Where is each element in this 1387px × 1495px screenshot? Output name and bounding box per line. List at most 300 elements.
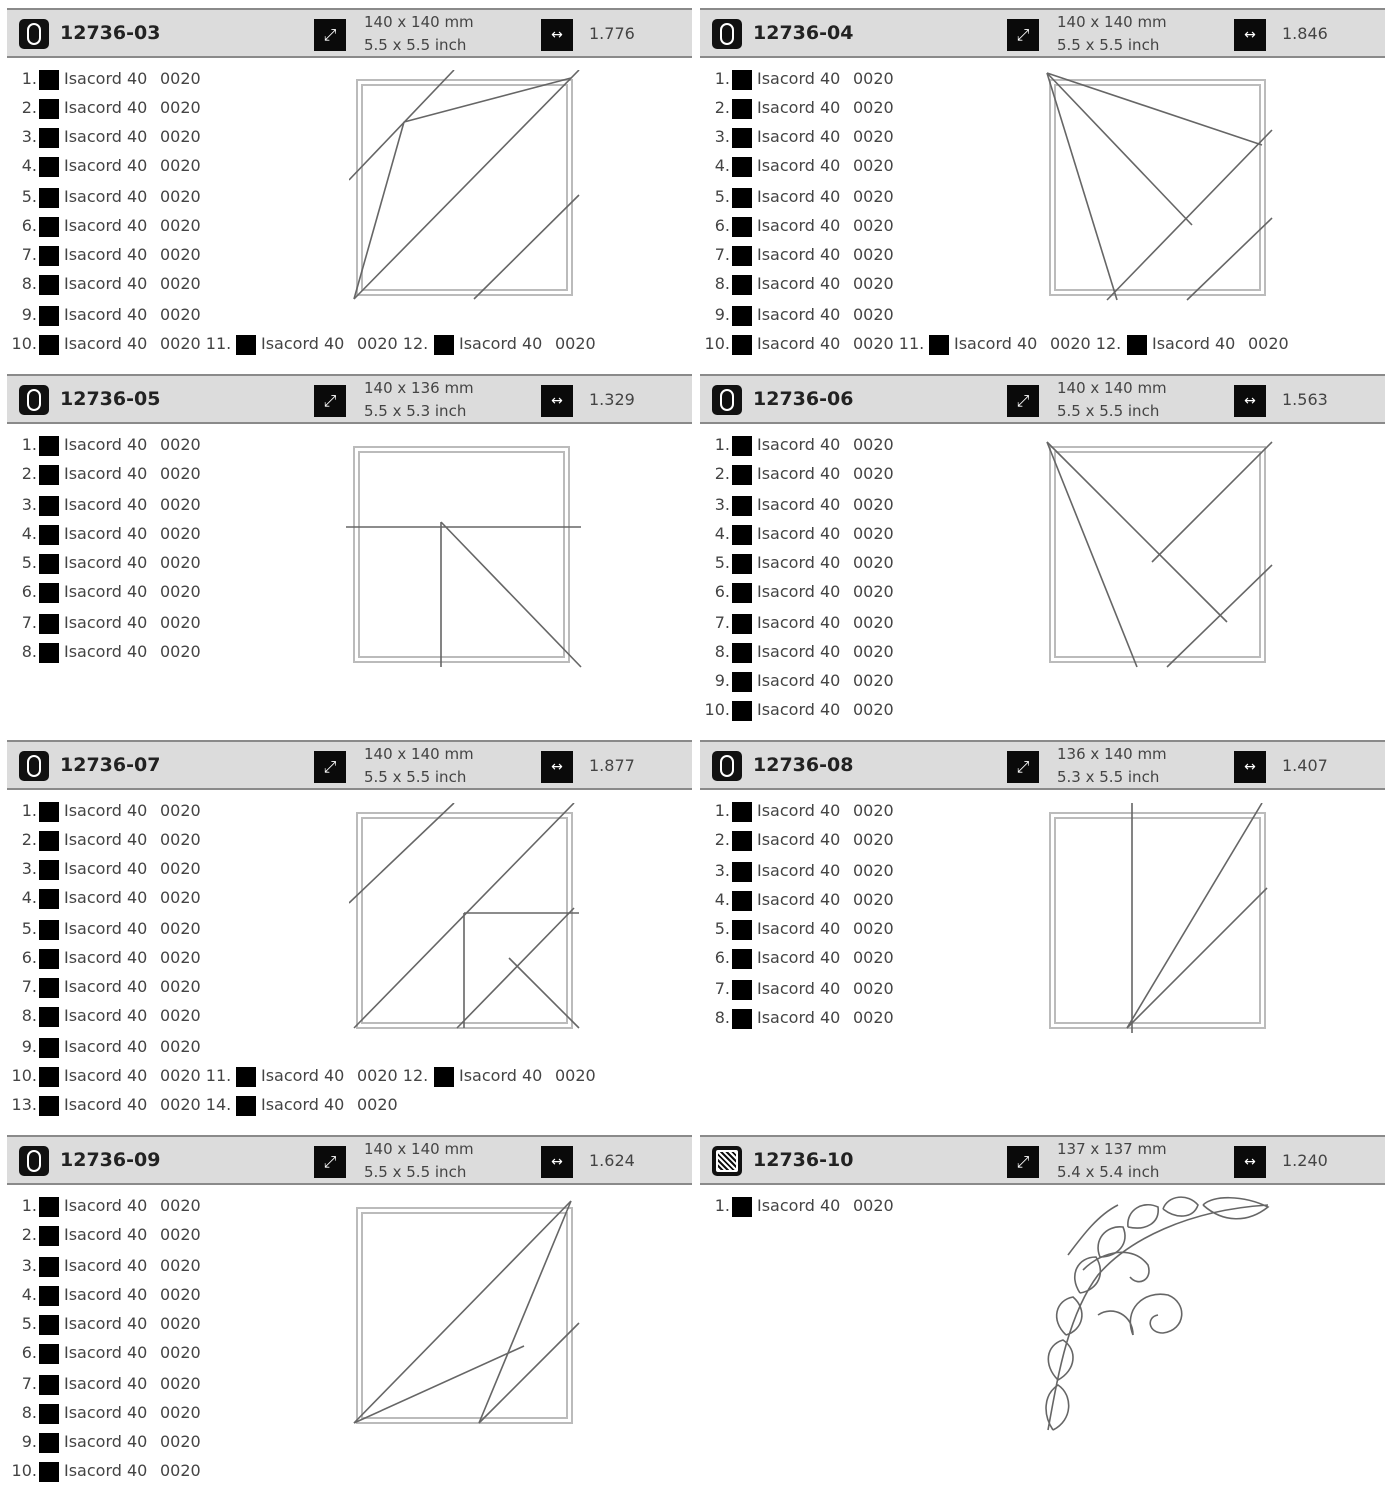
color-swatch (732, 554, 752, 574)
thread-code: 0020 (853, 1196, 894, 1215)
thread-number: 13. (11, 1095, 37, 1114)
grid-hoop-icon (712, 1146, 742, 1176)
thread-code: 0020 (853, 274, 894, 293)
thread-number: 3. (714, 495, 730, 514)
thread-code: 0020 11. (160, 334, 232, 353)
thread-code: 0020 (160, 613, 201, 632)
color-swatch (39, 889, 59, 909)
color-swatch (732, 70, 752, 90)
thread-name: Isacord 40 (64, 1343, 148, 1362)
thread-name: Isacord 40 (954, 334, 1038, 353)
stitch-icon: ↔ (541, 1146, 573, 1178)
thread-number: 3. (21, 127, 37, 146)
size-mm: 140 x 136 mm (364, 379, 474, 397)
thread-name: Isacord 40 (64, 582, 148, 601)
thread-number: 6. (714, 948, 730, 967)
color-swatch (39, 1315, 59, 1335)
color-swatch (39, 1344, 59, 1364)
thread-name: Isacord 40 (459, 334, 543, 353)
thread-name: Isacord 40 (64, 1314, 148, 1333)
color-swatch (732, 465, 752, 485)
size-mm: 140 x 140 mm (364, 745, 474, 763)
thread-name: Isacord 40 (64, 1225, 148, 1244)
design-name: 12736-03 (60, 22, 161, 44)
resize-arrow-icon: ⤢ (314, 19, 346, 51)
thread-name: Isacord 40 (757, 553, 841, 572)
color-swatch (732, 525, 752, 545)
thread-code: 0020 (853, 642, 894, 661)
thread-code: 0020 (853, 187, 894, 206)
thread-code: 0020 11. (853, 334, 925, 353)
thread-code: 0020 (160, 1285, 201, 1304)
thread-name: Isacord 40 (1152, 334, 1236, 353)
stitch-line (1047, 73, 1192, 225)
thread-code: 0020 (160, 1314, 201, 1333)
thread-name: Isacord 40 (757, 830, 841, 849)
color-swatch (732, 275, 752, 295)
color-swatch (39, 949, 59, 969)
thread-number: 8. (21, 642, 37, 661)
thread-name: Isacord 40 (64, 830, 148, 849)
thread-number: 10. (11, 1066, 37, 1085)
hoop-icon (19, 1146, 49, 1176)
design-header (7, 1135, 692, 1185)
thread-code: 0020 (853, 69, 894, 88)
thread-code: 0020 (160, 582, 201, 601)
size-mm: 140 x 140 mm (364, 1140, 474, 1158)
thread-name: Isacord 40 (757, 69, 841, 88)
thread-name: Isacord 40 (757, 700, 841, 719)
stitch-count: 1.407 (1282, 756, 1328, 775)
stitch-count: 1.240 (1282, 1151, 1328, 1170)
thread-number: 7. (21, 1374, 37, 1393)
feather-stroke (1057, 1297, 1082, 1335)
thread-number: 1. (714, 1196, 730, 1215)
thread-code: 0020 (160, 642, 201, 661)
color-swatch (39, 860, 59, 880)
thread-name: Isacord 40 (64, 1006, 148, 1025)
size-inch: 5.5 x 5.5 inch (364, 768, 467, 786)
thread-code: 0020 (853, 127, 894, 146)
resize-arrow-icon: ⤢ (314, 1146, 346, 1178)
thread-number: 9. (21, 1432, 37, 1451)
thread-number: 1. (21, 69, 37, 88)
thread-name: Isacord 40 (757, 861, 841, 880)
thread-number: 10. (11, 334, 37, 353)
stitch-line (474, 195, 579, 299)
thread-name: Isacord 40 (64, 1374, 148, 1393)
thread-number: 2. (21, 1225, 37, 1244)
stitch-count: 1.329 (589, 390, 635, 409)
color-swatch (732, 891, 752, 911)
thread-name: Isacord 40 (757, 613, 841, 632)
thread-code: 0020 12. (1050, 334, 1122, 353)
thread-code: 0020 (853, 524, 894, 543)
thread-name: Isacord 40 (64, 1037, 148, 1056)
thread-code: 0020 (160, 216, 201, 235)
feather-stroke (1075, 1257, 1101, 1293)
color-swatch (39, 802, 59, 822)
thread-name: Isacord 40 (64, 553, 148, 572)
thread-name: Isacord 40 (757, 801, 841, 820)
thread-name: Isacord 40 (64, 888, 148, 907)
thread-number: 6. (21, 1343, 37, 1362)
color-swatch (732, 920, 752, 940)
thread-code: 0020 (160, 1432, 201, 1451)
resize-arrow-icon: ⤢ (1007, 1146, 1039, 1178)
thread-number: 10. (704, 700, 730, 719)
stitch-icon: ↔ (541, 385, 573, 417)
thread-number: 4. (714, 890, 730, 909)
thread-number: 7. (714, 613, 730, 632)
stitch-icon: ↔ (541, 751, 573, 783)
thread-name: Isacord 40 (757, 187, 841, 206)
thread-number: 6. (21, 582, 37, 601)
color-swatch (732, 436, 752, 456)
thread-number: 5. (714, 919, 730, 938)
thread-name: Isacord 40 (64, 69, 148, 88)
color-swatch (39, 1038, 59, 1058)
stitch-icon: ↔ (1234, 385, 1266, 417)
stitch-line (441, 522, 581, 667)
hoop-frame-inner (1055, 452, 1260, 657)
thread-name: Isacord 40 (757, 245, 841, 264)
stitch-icon: ↔ (541, 19, 573, 51)
design-preview (349, 803, 589, 1043)
thread-number: 5. (21, 553, 37, 572)
thread-number: 1. (21, 801, 37, 820)
thread-code: 0020 (160, 1374, 201, 1393)
thread-number: 7. (21, 613, 37, 632)
color-swatch (732, 496, 752, 516)
thread-code: 0020 (853, 305, 894, 324)
thread-name: Isacord 40 (757, 979, 841, 998)
thread-code: 0020 (160, 495, 201, 514)
design-preview (1042, 70, 1282, 310)
stitch-line (1047, 73, 1262, 145)
stitch-line (354, 1346, 524, 1423)
thread-number: 8. (714, 1008, 730, 1027)
thread-code: 0020 (555, 334, 596, 353)
thread-number: 7. (21, 245, 37, 264)
color-swatch (929, 335, 949, 355)
feather-stroke (1163, 1197, 1198, 1216)
size-inch: 5.5 x 5.5 inch (1057, 402, 1160, 420)
thread-number: 4. (21, 1285, 37, 1304)
thread-name: Isacord 40 (64, 1432, 148, 1451)
design-name: 12736-07 (60, 754, 161, 776)
stitch-line (1047, 442, 1227, 622)
thread-number: 1. (21, 435, 37, 454)
feather-stroke (1128, 1205, 1158, 1228)
color-swatch (39, 1067, 59, 1087)
color-swatch (732, 643, 752, 663)
size-mm: 140 x 140 mm (1057, 379, 1167, 397)
thread-name: Isacord 40 (757, 1008, 841, 1027)
feather-stroke (1068, 1205, 1118, 1255)
thread-code: 0020 (160, 1006, 201, 1025)
feather-stroke (1130, 1294, 1181, 1335)
thread-name: Isacord 40 (261, 1095, 345, 1114)
color-swatch (39, 1462, 59, 1482)
stitch-icon: ↔ (1234, 19, 1266, 51)
color-swatch (39, 1197, 59, 1217)
hoop-frame (1050, 447, 1265, 662)
thread-code: 0020 (160, 127, 201, 146)
thread-name: Isacord 40 (757, 524, 841, 543)
thread-name: Isacord 40 (757, 919, 841, 938)
color-swatch (39, 831, 59, 851)
design-name: 12736-06 (753, 388, 854, 410)
thread-code: 0020 (853, 830, 894, 849)
color-swatch (236, 1067, 256, 1087)
design-header (7, 740, 692, 790)
color-swatch (39, 465, 59, 485)
design-name: 12736-05 (60, 388, 161, 410)
thread-name: Isacord 40 (757, 216, 841, 235)
stitch-count: 1.846 (1282, 24, 1328, 43)
size-mm: 136 x 140 mm (1057, 745, 1167, 763)
color-swatch (732, 128, 752, 148)
stitch-line (1107, 130, 1272, 300)
color-swatch (732, 306, 752, 326)
feather-stroke (1098, 1311, 1133, 1335)
thread-code: 0020 (160, 1037, 201, 1056)
color-swatch (732, 188, 752, 208)
thread-name: Isacord 40 (757, 642, 841, 661)
size-inch: 5.5 x 5.3 inch (364, 402, 467, 420)
color-swatch (39, 436, 59, 456)
thread-name: Isacord 40 (64, 187, 148, 206)
thread-code: 0020 (853, 919, 894, 938)
thread-name: Isacord 40 (757, 464, 841, 483)
thread-number: 2. (21, 830, 37, 849)
thread-name: Isacord 40 (261, 334, 345, 353)
thread-number: 1. (714, 69, 730, 88)
design-header (700, 8, 1385, 58)
thread-name: Isacord 40 (757, 948, 841, 967)
color-swatch (39, 1226, 59, 1246)
thread-code: 0020 (853, 582, 894, 601)
thread-number: 7. (714, 245, 730, 264)
thread-name: Isacord 40 (64, 1196, 148, 1215)
hoop-icon (19, 385, 49, 415)
thread-name: Isacord 40 (64, 859, 148, 878)
thread-number: 3. (21, 1256, 37, 1275)
thread-number: 7. (21, 977, 37, 996)
thread-number: 5. (21, 187, 37, 206)
stitch-line (479, 1201, 571, 1423)
thread-name: Isacord 40 (64, 948, 148, 967)
size-inch: 5.3 x 5.5 inch (1057, 768, 1160, 786)
thread-code: 0020 (160, 274, 201, 293)
thread-code: 0020 12. (357, 334, 429, 353)
color-swatch (39, 188, 59, 208)
thread-code: 0020 (853, 671, 894, 690)
thread-code: 0020 (160, 245, 201, 264)
color-swatch (732, 583, 752, 603)
color-swatch (732, 949, 752, 969)
color-swatch (39, 1096, 59, 1116)
color-swatch (39, 614, 59, 634)
stitch-line (1047, 73, 1117, 300)
thread-number: 5. (21, 1314, 37, 1333)
thread-number: 1. (714, 801, 730, 820)
thread-name: Isacord 40 (757, 156, 841, 175)
thread-name: Isacord 40 (64, 274, 148, 293)
thread-number: 4. (21, 524, 37, 543)
color-swatch (39, 1375, 59, 1395)
thread-code: 0020 (160, 305, 201, 324)
resize-arrow-icon: ⤢ (1007, 19, 1039, 51)
stitch-icon: ↔ (1234, 751, 1266, 783)
stitch-line (1152, 442, 1272, 562)
stitch-line (1167, 565, 1272, 667)
color-swatch (39, 1257, 59, 1277)
thread-code: 0020 (160, 830, 201, 849)
hoop-frame (354, 447, 569, 662)
stitch-icon: ↔ (1234, 1146, 1266, 1178)
color-swatch (732, 672, 752, 692)
thread-name: Isacord 40 (64, 977, 148, 996)
thread-number: 3. (21, 495, 37, 514)
hoop-icon (712, 19, 742, 49)
design-preview (346, 437, 586, 677)
thread-code: 0020 (853, 890, 894, 909)
color-swatch (732, 1197, 752, 1217)
thread-code: 0020 (1248, 334, 1289, 353)
color-swatch (732, 862, 752, 882)
resize-arrow-icon: ⤢ (1007, 751, 1039, 783)
thread-name: Isacord 40 (261, 1066, 345, 1085)
thread-number: 6. (21, 948, 37, 967)
hoop-frame (1050, 813, 1265, 1028)
thread-number: 2. (714, 830, 730, 849)
design-name: 12736-10 (753, 1149, 854, 1171)
thread-name: Isacord 40 (64, 156, 148, 175)
thread-number: 3. (714, 861, 730, 880)
thread-code: 0020 (853, 216, 894, 235)
design-preview (1042, 803, 1282, 1043)
color-swatch (732, 99, 752, 119)
thread-code: 0020 (160, 69, 201, 88)
thread-number: 1. (21, 1196, 37, 1215)
thread-name: Isacord 40 (757, 1196, 841, 1215)
thread-name: Isacord 40 (64, 801, 148, 820)
thread-name: Isacord 40 (757, 890, 841, 909)
color-swatch (39, 525, 59, 545)
thread-number: 2. (714, 464, 730, 483)
stitch-line (479, 1323, 579, 1423)
color-swatch (732, 157, 752, 177)
thread-code: 0020 (160, 524, 201, 543)
thread-number: 4. (714, 524, 730, 543)
thread-name: Isacord 40 (64, 435, 148, 454)
thread-code: 0020 (160, 1225, 201, 1244)
thread-code: 0020 (160, 919, 201, 938)
thread-name: Isacord 40 (64, 1285, 148, 1304)
size-inch: 5.5 x 5.5 inch (364, 1163, 467, 1181)
thread-name: Isacord 40 (757, 98, 841, 117)
color-swatch (39, 99, 59, 119)
thread-name: Isacord 40 (757, 127, 841, 146)
design-header (7, 8, 692, 58)
thread-code: 0020 (853, 948, 894, 967)
design-header (700, 374, 1385, 424)
thread-code: 0020 (853, 98, 894, 117)
color-swatch (732, 614, 752, 634)
size-inch: 5.5 x 5.5 inch (1057, 36, 1160, 54)
stitch-line (1127, 888, 1267, 1028)
design-header (7, 374, 692, 424)
thread-code: 0020 (853, 245, 894, 264)
stitch-line (1047, 442, 1137, 667)
thread-code: 0020 (853, 156, 894, 175)
thread-code: 0020 (160, 801, 201, 820)
thread-name: Isacord 40 (64, 1461, 148, 1480)
thread-number: 5. (714, 553, 730, 572)
thread-code: 0020 (853, 495, 894, 514)
stitch-line (457, 908, 574, 1028)
thread-name: Isacord 40 (757, 274, 841, 293)
stitch-line (1127, 803, 1262, 1028)
hoop-frame-inner (359, 452, 564, 657)
color-swatch (39, 246, 59, 266)
thread-name: Isacord 40 (64, 98, 148, 117)
color-swatch (39, 335, 59, 355)
thread-number: 8. (714, 642, 730, 661)
thread-code: 0020 (853, 435, 894, 454)
size-mm: 137 x 137 mm (1057, 1140, 1167, 1158)
thread-name: Isacord 40 (64, 127, 148, 146)
color-swatch (1127, 335, 1147, 355)
color-swatch (39, 275, 59, 295)
thread-name: Isacord 40 (64, 1403, 148, 1422)
thread-name: Isacord 40 (64, 305, 148, 324)
design-header (700, 740, 1385, 790)
thread-code: 0020 (160, 1461, 201, 1480)
thread-code: 0020 (853, 861, 894, 880)
size-inch: 5.4 x 5.4 inch (1057, 1163, 1160, 1181)
thread-code: 0020 (160, 156, 201, 175)
color-swatch (236, 335, 256, 355)
color-swatch (732, 217, 752, 237)
thread-name: Isacord 40 (64, 464, 148, 483)
thread-code: 0020 (160, 435, 201, 454)
color-swatch (236, 1096, 256, 1116)
thread-number: 9. (21, 305, 37, 324)
thread-number: 8. (21, 1006, 37, 1025)
thread-number: 4. (714, 156, 730, 175)
thread-code: 0020 (160, 1403, 201, 1422)
thread-code: 0020 (853, 1008, 894, 1027)
thread-name: Isacord 40 (64, 1066, 148, 1085)
design-preview (1042, 437, 1282, 677)
thread-code: 0020 (853, 700, 894, 719)
thread-name: Isacord 40 (459, 1066, 543, 1085)
thread-number: 4. (21, 156, 37, 175)
hoop-icon (712, 385, 742, 415)
color-swatch (39, 978, 59, 998)
thread-name: Isacord 40 (757, 334, 841, 353)
stitch-line (354, 70, 579, 299)
thread-number: 8. (714, 274, 730, 293)
color-swatch (39, 1286, 59, 1306)
thread-number: 1. (714, 435, 730, 454)
thread-number: 2. (21, 98, 37, 117)
thread-number: 10. (11, 1461, 37, 1480)
thread-number: 2. (714, 98, 730, 117)
